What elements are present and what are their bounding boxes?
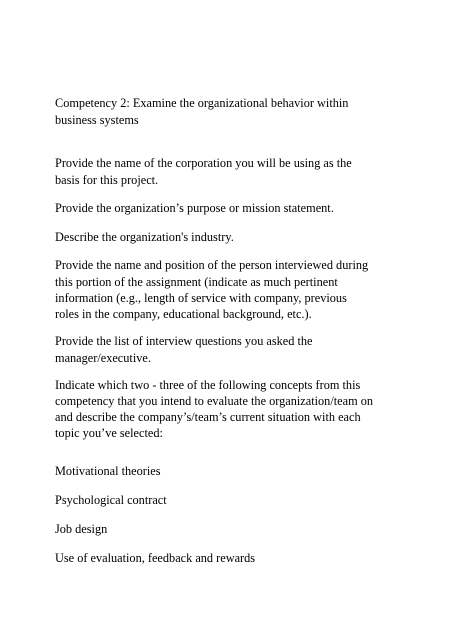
- concepts-instruction-line-2: competency that you intend to evaluate the organization/team on: [55, 394, 374, 408]
- interview-questions-instruction-line-1: Provide the list of interview questions you asked the: [55, 334, 313, 348]
- industry-instruction: Describe the organization's industry.: [55, 230, 234, 244]
- topic-item: Motivational theories: [55, 464, 161, 478]
- mission-statement-instruction: Provide the organization’s purpose or mission statement.: [55, 201, 334, 215]
- competency-heading-line-2: business systems: [55, 113, 139, 127]
- concepts-instruction-line-1: Indicate which two - three of the following concepts from this: [55, 378, 361, 392]
- topic-item: Job design: [55, 522, 108, 536]
- concepts-instruction-line-3: and describe the company’s/team’s current situation with each: [55, 410, 361, 424]
- corporation-name-instruction-line-2: basis for this project.: [55, 173, 159, 187]
- topic-item: Use of evaluation, feedback and rewards: [55, 551, 256, 565]
- interview-questions-instruction-line-2: manager/executive.: [55, 351, 151, 365]
- interviewee-instruction-line-1: Provide the name and position of the person interviewed during: [55, 258, 369, 272]
- concepts-instruction-line-4: topic you’ve selected:: [55, 426, 163, 440]
- corporation-name-instruction-line-1: Provide the name of the corporation you will be using as the: [55, 156, 352, 170]
- interviewee-instruction-line-2: this portion of the assignment (indicate as much pertinent: [55, 275, 338, 289]
- interviewee-instruction-line-3: information (e.g., length of service with company, previous: [55, 291, 347, 305]
- interviewee-instruction-line-4: roles in the company, educational background, etc.).: [55, 307, 312, 321]
- competency-heading-line-1: Competency 2: Examine the organizational behavior within: [55, 96, 349, 110]
- topic-item: Psychological contract: [55, 493, 167, 507]
